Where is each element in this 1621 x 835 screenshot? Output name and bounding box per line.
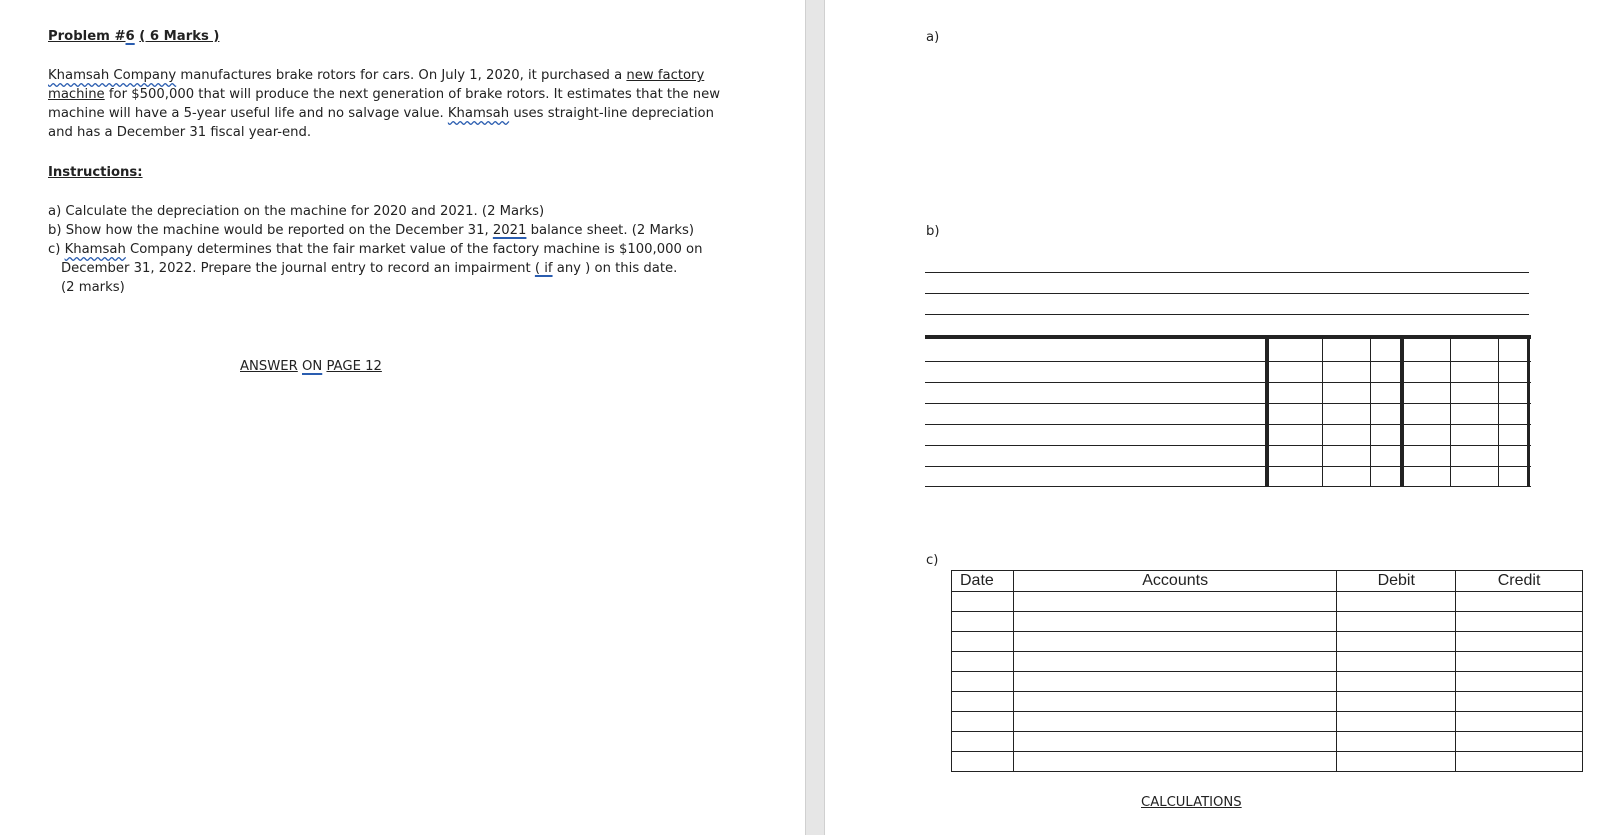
journal-cell[interactable]	[1013, 611, 1336, 631]
journal-cell[interactable]	[1013, 731, 1336, 751]
calculations-label: CALCULATIONS	[1141, 795, 1242, 810]
journal-cell[interactable]	[1337, 671, 1456, 691]
journal-cell[interactable]	[1456, 731, 1583, 751]
journal-cell[interactable]	[1456, 711, 1583, 731]
journal-row	[952, 591, 1583, 611]
grid-row-line	[925, 466, 1531, 467]
journal-cell[interactable]	[1013, 691, 1336, 711]
problem-heading: Problem #6 ( 6 Marks )	[48, 29, 220, 44]
grid-row-line	[925, 382, 1531, 383]
journal-cell[interactable]	[1456, 611, 1583, 631]
answer-label-c: c)	[926, 553, 939, 568]
journal-cell[interactable]	[1013, 711, 1336, 731]
grid-row-line	[925, 403, 1531, 404]
journal-row	[952, 751, 1583, 771]
paragraph-line-2: machine for $500,000 that will produce the next generation of brake rotors. It estimates that the new	[48, 87, 721, 102]
journal-cell[interactable]	[1456, 671, 1583, 691]
paragraph-line-1: Khamsah Company manufactures brake rotors for cars. On July 1, 2020, it purchased a new factory	[48, 68, 705, 83]
grid-row-line	[925, 486, 1531, 487]
journal-row	[952, 711, 1583, 731]
paragraph-line-4: and has a December 31 fiscal year-end.	[48, 125, 312, 140]
journal-cell[interactable]	[1337, 631, 1456, 651]
paragraph-line-3: machine will have a 5-year useful life and no salvage value. Khamsah uses straight-line depreciation	[48, 106, 714, 121]
grid-top-rule	[925, 335, 1531, 339]
answer-blank-line	[925, 293, 1529, 294]
journal-cell[interactable]	[952, 611, 1014, 631]
journal-cell[interactable]	[952, 631, 1014, 651]
journal-cell[interactable]	[1013, 591, 1336, 611]
journal-cell[interactable]	[1337, 731, 1456, 751]
instruction-a: a) Calculate the depreciation on the machine for 2020 and 2021. (2 Marks)	[48, 204, 545, 219]
journal-row	[952, 611, 1583, 631]
instruction-c: c) Khamsah Company determines that the fair market value of the factory machine is $100,000 on	[48, 242, 703, 257]
journal-cell[interactable]	[952, 651, 1014, 671]
grid-col-line	[1527, 339, 1530, 487]
journal-row	[952, 671, 1583, 691]
journal-cell[interactable]	[1013, 671, 1336, 691]
journal-cell[interactable]	[952, 691, 1014, 711]
answer-on-page-note: ANSWER ON PAGE 12	[240, 359, 382, 374]
page-gutter	[805, 0, 825, 835]
journal-header-accounts: Accounts	[1013, 571, 1336, 592]
journal-row	[952, 731, 1583, 751]
journal-cell[interactable]	[1337, 591, 1456, 611]
journal-row	[952, 631, 1583, 651]
answer-blank-line	[925, 272, 1529, 273]
answer-blank-line	[925, 314, 1529, 315]
journal-cell[interactable]	[952, 731, 1014, 751]
journal-cell[interactable]	[1456, 651, 1583, 671]
journal-header-date: Date	[952, 571, 1014, 592]
journal-header-debit: Debit	[1337, 571, 1456, 592]
journal-cell[interactable]	[1337, 651, 1456, 671]
grid-col-line	[1370, 339, 1371, 487]
journal-cell[interactable]	[1013, 631, 1336, 651]
journal-cell[interactable]	[1337, 611, 1456, 631]
grid-col-line	[1450, 339, 1451, 487]
journal-header-row	[952, 571, 1583, 592]
journal-cell[interactable]	[1013, 651, 1336, 671]
instruction-c-line-2: December 31, 2022. Prepare the journal entry to record an impairment ( if any ) on this date.	[61, 261, 678, 276]
journal-entry-table	[951, 570, 1583, 772]
instruction-c-line-3: (2 marks)	[61, 280, 125, 295]
journal-cell[interactable]	[952, 591, 1014, 611]
journal-cell[interactable]	[1456, 751, 1583, 771]
answer-page	[825, 0, 1621, 835]
answer-label-a: a)	[926, 30, 940, 45]
journal-cell[interactable]	[1337, 711, 1456, 731]
grid-col-line	[1265, 339, 1269, 487]
journal-cell[interactable]	[1013, 751, 1336, 771]
journal-cell[interactable]	[1337, 691, 1456, 711]
instructions-heading: Instructions:	[48, 165, 143, 180]
journal-row	[952, 691, 1583, 711]
journal-cell[interactable]	[1456, 591, 1583, 611]
journal-header-credit: Credit	[1456, 571, 1583, 592]
company-name: Khamsah Company	[48, 68, 177, 83]
journal-cell[interactable]	[1337, 751, 1456, 771]
question-page	[0, 0, 805, 835]
journal-cell[interactable]	[952, 671, 1014, 691]
journal-cell[interactable]	[1456, 631, 1583, 651]
grid-row-line	[925, 445, 1531, 446]
grid-col-line	[1400, 339, 1404, 487]
journal-row	[952, 651, 1583, 671]
journal-cell[interactable]	[952, 711, 1014, 731]
grid-row-line	[925, 424, 1531, 425]
grid-col-line	[1322, 339, 1323, 487]
journal-cell[interactable]	[1456, 691, 1583, 711]
answer-label-b: b)	[926, 224, 940, 239]
grid-col-line	[1498, 339, 1499, 487]
grid-row-line	[925, 361, 1531, 362]
instruction-b: b) Show how the machine would be reported on the December 31, 2021 balance sheet. (2 Marks)	[48, 223, 694, 238]
journal-cell[interactable]	[952, 751, 1014, 771]
